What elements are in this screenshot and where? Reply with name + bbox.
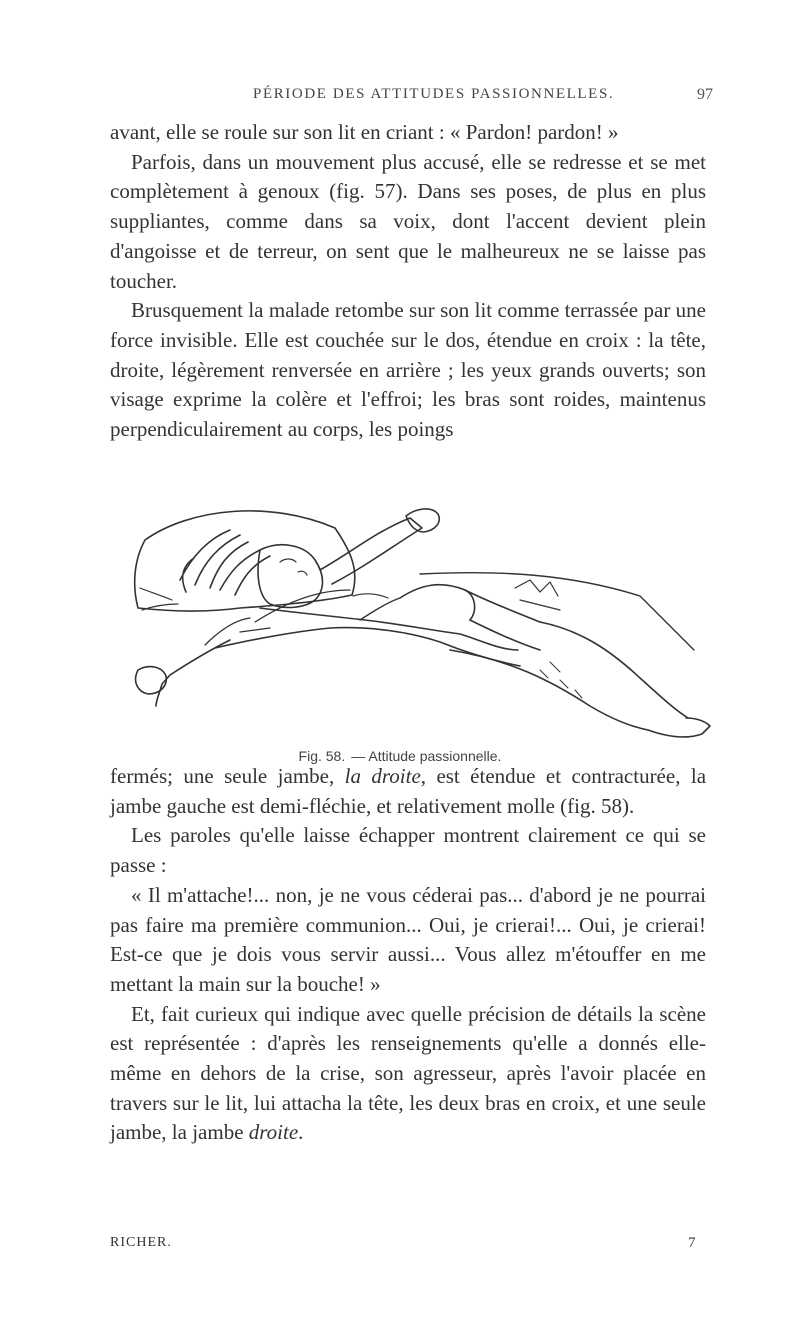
figure-drawing: [120, 500, 720, 748]
figure-face: [258, 545, 322, 608]
running-title: PÉRIODE DES ATTITUDES PASSIONNELLES.: [253, 86, 615, 102]
figure-arm-left: [156, 640, 230, 706]
paragraph-kneeling: Parfois, dans un mouvement plus accusé, elle se redresse et se met complètement à genoux (fig. 57). Dans ses poses, de plus en plus suppliantes, comme dans sa voix, dont l'accent devient plein d'angoisse et de terreur, on sent que le malheureux ne se laisse pas toucher.: [110, 149, 706, 293]
text-block-top: [110, 118, 706, 445]
paragraph-continuation: avant, elle se roule sur son lit en criant : « Pardon! pardon! »: [110, 120, 619, 144]
figure-knee: [400, 585, 475, 620]
text-block-bottom: [110, 762, 706, 1148]
figure-foot-extended: [648, 718, 710, 737]
figure-label: Fig. 58.: [298, 748, 346, 764]
figure-illustration: [120, 500, 720, 748]
figure-eye: [280, 559, 307, 575]
figure-leg-bent: [465, 590, 540, 650]
figure-foot-bent: [515, 580, 560, 610]
figure-hair-strands: [140, 588, 178, 610]
paragraph-words: Les paroles qu'elle laisse échapper montrent clairement ce qui se passe :: [110, 823, 706, 878]
paragraph-curious-start: Et, fait curieux qui indique avec quelle précision de détails la scène est représentée : d'après les renseignements qu'elle a donnés elle-même en dehors de la crise, son agresseur, après l'avoir placée en travers sur le lit, lui attacha la tête, les deux bras en croix, et une seule jambe, la jambe: [110, 1001, 706, 1145]
running-head: [0, 86, 800, 110]
figure-caption-text: — Attitude passionnelle.: [351, 748, 502, 764]
paragraph-quote: « Il m'attache!... non, je ne vous céderai pas... d'abord je ne pourrai pas faire ma première communion... Oui, je crierai!... Oui, je crierai! Est-ce que je dois vous servir aussi... Vous allez m'étouffer en me mettant la main sur la bouche! »: [110, 882, 706, 996]
figure-hair: [180, 530, 270, 595]
paragraph-lying: Brusquement la malade retombe sur son lit comme terrassée par une force invisible. Elle est couchée sur le dos, étendue en croix : la tête, droite, légèrement renversée en arrière ; les yeux grands ouverts; son visage exprime la colère et l'effroi; les bras sont roides, maintenus perpendiculairement au corps, les poings: [110, 298, 706, 442]
paragraph-legs-start: fermés; une seule jambe,: [110, 764, 345, 788]
paragraph-legs-end: , est étendue et contracturée, la jambe gauche est demi-fléchie, et relativement molle (fig. 58).: [110, 764, 707, 818]
figure-pillow: [135, 511, 355, 611]
printer-signature: RICHER.: [110, 1235, 172, 1250]
figure-arm-fold: [205, 618, 270, 645]
page-number: 97: [697, 86, 713, 103]
signature-line: [0, 1235, 800, 1259]
figure-bed-edge: [420, 573, 694, 650]
figure-fist-left: [136, 667, 167, 694]
paragraph-curious: [110, 1000, 706, 1149]
paragraph-curious-end: .: [298, 1120, 304, 1145]
sheet-number: 7: [688, 1235, 696, 1251]
figure-leg-extended-upper: [540, 622, 688, 718]
figure-fist-right: [406, 509, 439, 532]
paragraph-legs: [110, 762, 706, 821]
emphasis-droite: droite: [248, 1120, 299, 1145]
figure-thigh: [360, 598, 400, 620]
emphasis-la-droite: la droite: [344, 764, 421, 788]
figure-torso-lower: [215, 628, 520, 666]
figure-torso: [260, 608, 518, 650]
figure-leg-extended: [450, 650, 648, 730]
